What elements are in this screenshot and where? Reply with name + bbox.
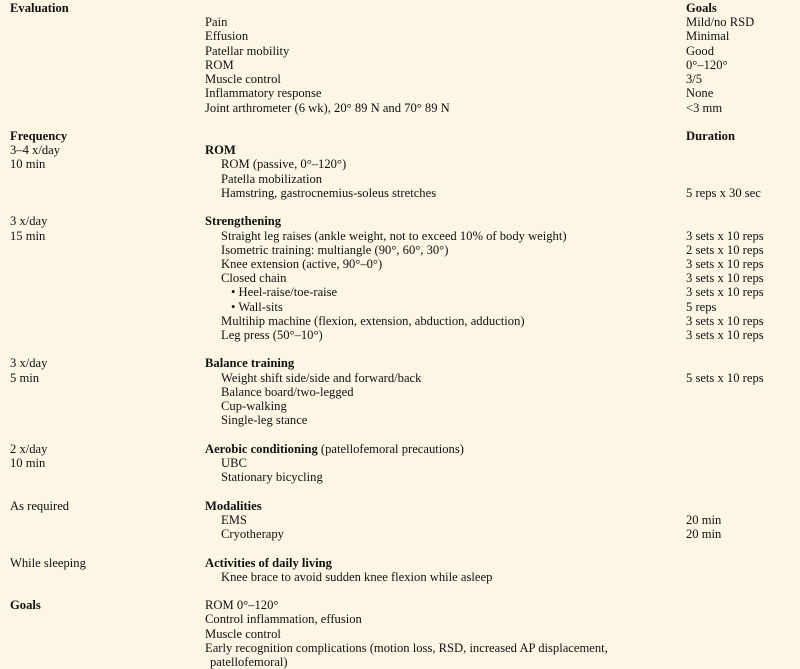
table-row [0,186,800,200]
frequency-cell: 3–4 x/day [10,143,61,158]
item-cell: Single-leg stance [221,413,308,428]
column-heading: Duration [686,128,735,143]
table-row [0,271,800,285]
table-row [0,527,800,541]
table-row [0,1,800,15]
table-row [0,342,800,356]
table-row [0,612,800,626]
table-row [0,641,800,655]
item-cell: Leg press (50°–10°) [221,328,323,343]
table-row [0,229,800,243]
item-cell: Joint arthrometer (6 wk), 20° 89 N and 70° 89 N [205,100,450,115]
table-row [0,214,800,228]
goal-duration-cell: 3 sets x 10 reps [686,285,764,300]
table-row [0,314,800,328]
table-row [0,143,800,157]
item-cell: • Heel-raise/toe-raise [231,285,338,300]
item-cell: Pain [205,15,228,30]
goal-duration-cell: Good [686,43,714,58]
item-cell: Knee extension (active, 90°–0°) [221,256,383,271]
category-heading: Balance training [205,356,295,371]
category-heading: ROM [205,143,236,158]
table-row [0,285,800,299]
item-cell: Effusion [205,29,249,44]
table-row [0,484,800,498]
table-row [0,101,800,115]
item-cell: EMS [221,512,247,527]
table-row [0,44,800,58]
goal-duration-cell: 3 sets x 10 reps [686,313,764,328]
item-cell: Early recognition complications (motion loss, RSD, increased AP displacement, [205,640,608,655]
table-row [0,556,800,570]
goal-duration-cell: 5 reps x 30 sec [686,185,761,200]
table-row [0,300,800,314]
table-row [0,570,800,584]
goal-duration-cell: 20 min [686,512,722,527]
goal-duration-cell: Minimal [686,29,730,44]
category-heading: Aerobic conditioning [205,441,318,456]
table-row [0,428,800,442]
table-row [0,157,800,171]
table-row [0,371,800,385]
item-cell: Inflammatory response [205,86,322,101]
table-row [0,399,800,413]
item-cell: ROM [205,57,234,72]
table-row [0,172,800,186]
frequency-cell: 3 x/day [10,356,48,371]
table-row [0,456,800,470]
goal-duration-cell: 3 sets x 10 reps [686,271,764,286]
table-row [0,499,800,513]
table-row [0,513,800,527]
frequency-cell: 5 min [10,370,40,385]
category-note: (patellofemoral precautions) [317,441,464,456]
frequency-cell: 15 min [10,228,46,243]
item-cell: Knee brace to avoid sudden knee flexion while asleep [221,569,493,584]
goal-duration-cell: 20 min [686,527,722,542]
table-row [0,257,800,271]
item-cell: Isometric training: multiangle (90°, 60°, 30°) [221,242,449,257]
table-row [0,541,800,555]
item-cell: Straight leg raises (ankle weight, not to exceed 10% of body weight) [221,228,567,243]
item-cell: Muscle control [205,72,281,87]
table-row [0,58,800,72]
table-row [0,470,800,484]
table-row [0,655,800,669]
table-row [0,243,800,257]
frequency-cell: 3 x/day [10,214,48,229]
table-row [0,129,800,143]
goal-duration-cell: 5 sets x 10 reps [686,370,764,385]
item-cell: • Wall-sits [231,299,283,314]
goal-duration-cell: 3 sets x 10 reps [686,228,764,243]
item-cell: UBC [221,456,247,470]
category-heading-with-note [205,442,464,456]
table-row [0,86,800,100]
category-heading: Modalities [205,498,262,513]
table-row [0,385,800,399]
table-row [0,15,800,29]
item-cell: Control inflammation, effusion [205,612,362,627]
goal-duration-cell: 3 sets x 10 reps [686,328,764,343]
goal-duration-cell: Mild/no RSD [686,15,755,30]
table-row [0,200,800,214]
table-row [0,442,800,456]
table-row [0,413,800,427]
rehab-protocol-table [0,1,800,669]
goal-duration-cell: 2 sets x 10 reps [686,242,764,257]
section-heading: Evaluation [10,1,69,15]
item-cell: Weight shift side/side and forward/back [221,370,422,385]
category-heading: Activities of daily living [205,555,332,570]
item-cell: Closed chain [221,271,287,286]
item-cell: Multihip machine (flexion, extension, abduction, adduction) [221,313,525,328]
goal-duration-cell: 3/5 [686,72,703,87]
frequency-cell: 10 min [10,456,46,470]
item-cell: Patellar mobility [205,43,290,58]
frequency-cell: While sleeping [10,555,86,570]
item-cell: patellofemoral) [210,655,288,669]
column-heading: Goals [686,1,717,15]
item-cell: Cup-walking [221,399,287,414]
section-heading: Frequency [10,128,68,143]
item-cell: Patella mobilization [221,171,323,186]
table-row [0,29,800,43]
goal-duration-cell: 5 reps [686,299,717,314]
table-row [0,115,800,129]
item-cell: Cryotherapy [221,527,284,542]
item-cell: Muscle control [205,626,281,641]
frequency-cell: As required [10,498,70,513]
goal-duration-cell: 0°–120° [686,57,728,72]
table-row [0,328,800,342]
section-heading: Goals [10,598,41,613]
table-row [0,356,800,370]
item-cell: Stationary bicycling [221,470,323,485]
item-cell: Balance board/two-legged [221,384,354,399]
item-cell: ROM 0°–120° [205,598,279,613]
goal-duration-cell: None [686,86,714,101]
item-cell: Hamstring, gastrocnemius-soleus stretches [221,185,437,200]
frequency-cell: 2 x/day [10,441,48,456]
table-row [0,72,800,86]
category-heading: Strengthening [205,214,282,229]
table-row [0,584,800,598]
table-row [0,627,800,641]
table-row [0,598,800,612]
goal-duration-cell: 3 sets x 10 reps [686,256,764,271]
item-cell: ROM (passive, 0°–120°) [221,157,347,172]
frequency-cell: 10 min [10,157,46,172]
goal-duration-cell: <3 mm [686,100,723,115]
